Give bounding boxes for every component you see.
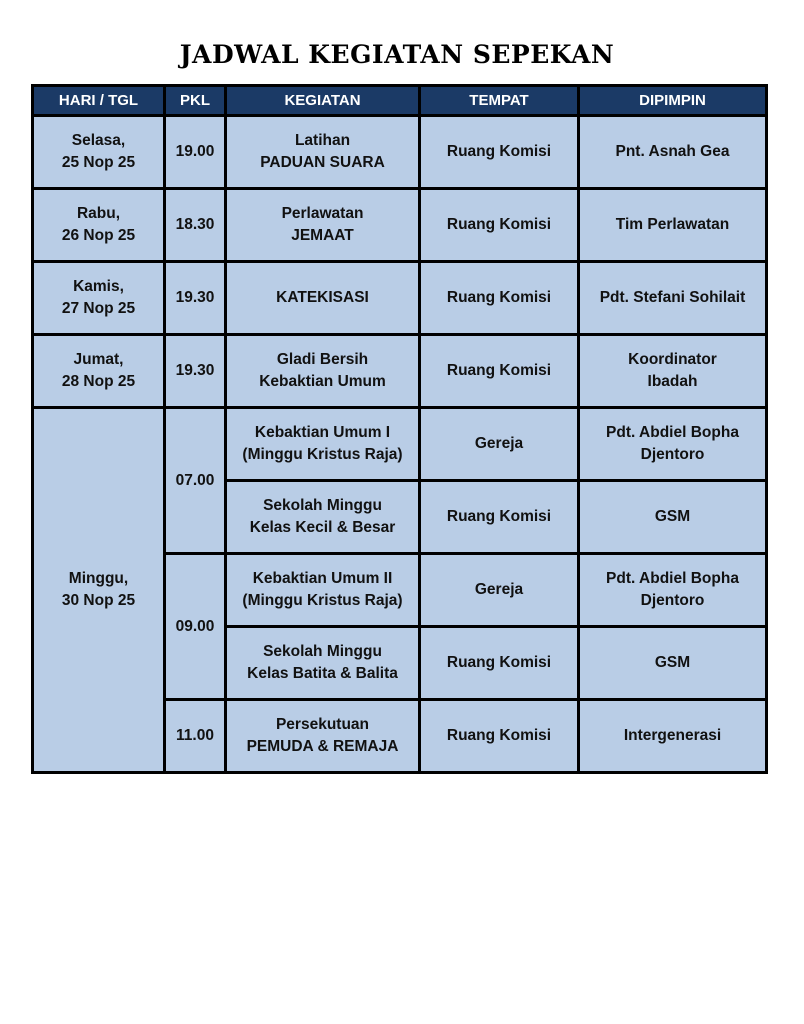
kegiatan-line: (Minggu Kristus Raja) <box>242 592 403 609</box>
tempat-cell: Ruang Komisi <box>420 116 579 189</box>
dipimpin-line: GSM <box>654 508 691 525</box>
dipimpin-cell <box>579 189 767 262</box>
header-pkl: PKL <box>165 86 226 116</box>
hari-tgl-cell <box>33 116 165 189</box>
kegiatan-line: Kebaktian Umum II <box>252 570 393 587</box>
dipimpin-line: Pnt. Asnah Gea <box>615 143 730 160</box>
day-name: Minggu, <box>68 570 129 587</box>
pkl-cell: 19.30 <box>165 335 226 408</box>
date-label: 26 Nop 25 <box>61 227 136 244</box>
dipimpin-cell <box>579 335 767 408</box>
page-title: JADWAL KEGIATAN SEPEKAN <box>179 40 615 69</box>
dipimpin-cell <box>579 481 767 554</box>
table-row <box>33 408 767 481</box>
dipimpin-cell <box>579 627 767 700</box>
kegiatan-line: Kebaktian Umum <box>259 373 386 390</box>
kegiatan-line: Kelas Batita & Balita <box>247 665 398 682</box>
header-hari-tgl: HARI / TGL <box>33 86 165 116</box>
kegiatan-cell <box>226 481 420 554</box>
dipimpin-cell <box>579 408 767 481</box>
date-label: 30 Nop 25 <box>61 592 136 609</box>
kegiatan-line: Gladi Bersih <box>276 351 369 368</box>
day-name: Selasa, <box>71 132 126 149</box>
hari-tgl-cell <box>33 408 165 773</box>
schedule-table <box>31 84 768 774</box>
dipimpin-line: Ibadah <box>647 373 698 390</box>
pkl-cell: 07.00 <box>165 408 226 554</box>
header-kegiatan: KEGIATAN <box>226 86 420 116</box>
pkl-cell: 18.30 <box>165 189 226 262</box>
kegiatan-cell <box>226 189 420 262</box>
schedule-header <box>33 86 767 116</box>
tempat-cell: Ruang Komisi <box>420 335 579 408</box>
pkl-cell: 11.00 <box>165 700 226 773</box>
hari-tgl-cell <box>33 189 165 262</box>
kegiatan-line: Perlawatan <box>281 205 364 222</box>
kegiatan-line: Sekolah Minggu <box>263 643 382 660</box>
kegiatan-line: Persekutuan <box>275 716 370 733</box>
date-label: 27 Nop 25 <box>61 300 136 317</box>
day-name: Kamis, <box>73 278 124 295</box>
tempat-cell: Gereja <box>420 554 579 627</box>
header-tempat: TEMPAT <box>420 86 579 116</box>
dipimpin-line: Koordinator <box>628 351 717 368</box>
dipimpin-cell <box>579 700 767 773</box>
kegiatan-cell <box>226 116 420 189</box>
kegiatan-cell <box>226 554 420 627</box>
pkl-cell: 09.00 <box>165 554 226 700</box>
dipimpin-line: Pdt. Stefani Sohilait <box>599 289 746 306</box>
kegiatan-cell <box>226 262 420 335</box>
dipimpin-line: Tim Perlawatan <box>615 216 730 233</box>
pkl-cell: 19.30 <box>165 262 226 335</box>
dipimpin-line: GSM <box>654 654 691 671</box>
kegiatan-line: (Minggu Kristus Raja) <box>242 446 403 463</box>
kegiatan-cell <box>226 627 420 700</box>
dipimpin-cell <box>579 262 767 335</box>
kegiatan-cell <box>226 335 420 408</box>
dipimpin-cell <box>579 116 767 189</box>
date-label: 25 Nop 25 <box>61 154 136 171</box>
day-name: Jumat, <box>73 351 124 368</box>
date-label: 28 Nop 25 <box>61 373 136 390</box>
table-row <box>33 116 767 189</box>
dipimpin-line: Intergenerasi <box>623 727 722 744</box>
header-row <box>33 86 767 116</box>
dipimpin-cell <box>579 554 767 627</box>
table-row <box>33 335 767 408</box>
kegiatan-line: Latihan <box>294 132 351 149</box>
day-name: Rabu, <box>76 205 121 222</box>
tempat-cell: Gereja <box>420 408 579 481</box>
kegiatan-line: JEMAAT <box>291 227 354 244</box>
table-row <box>33 262 767 335</box>
table-row <box>33 189 767 262</box>
header-dipimpin: DIPIMPIN <box>579 86 767 116</box>
tempat-cell: Ruang Komisi <box>420 189 579 262</box>
hari-tgl-cell <box>33 262 165 335</box>
hari-tgl-cell <box>33 335 165 408</box>
kegiatan-cell <box>226 700 420 773</box>
dipimpin-line: Djentoro <box>640 446 705 463</box>
kegiatan-line: Kebaktian Umum I <box>254 424 391 441</box>
dipimpin-line: Pdt. Abdiel Bopha <box>606 424 739 441</box>
tempat-cell: Ruang Komisi <box>420 700 579 773</box>
kegiatan-line: KATEKISASI <box>276 289 369 306</box>
kegiatan-line: PEMUDA & REMAJA <box>246 738 399 755</box>
kegiatan-line: PADUAN SUARA <box>260 154 385 171</box>
dipimpin-line: Pdt. Abdiel Bopha <box>606 570 739 587</box>
tempat-cell: Ruang Komisi <box>420 262 579 335</box>
tempat-cell: Ruang Komisi <box>420 481 579 554</box>
tempat-cell: Ruang Komisi <box>420 627 579 700</box>
schedule-body <box>33 116 767 773</box>
pkl-cell: 19.00 <box>165 116 226 189</box>
kegiatan-line: Kelas Kecil & Besar <box>249 519 396 536</box>
kegiatan-cell <box>226 408 420 481</box>
kegiatan-line: Sekolah Minggu <box>263 497 382 514</box>
dipimpin-line: Djentoro <box>640 592 705 609</box>
